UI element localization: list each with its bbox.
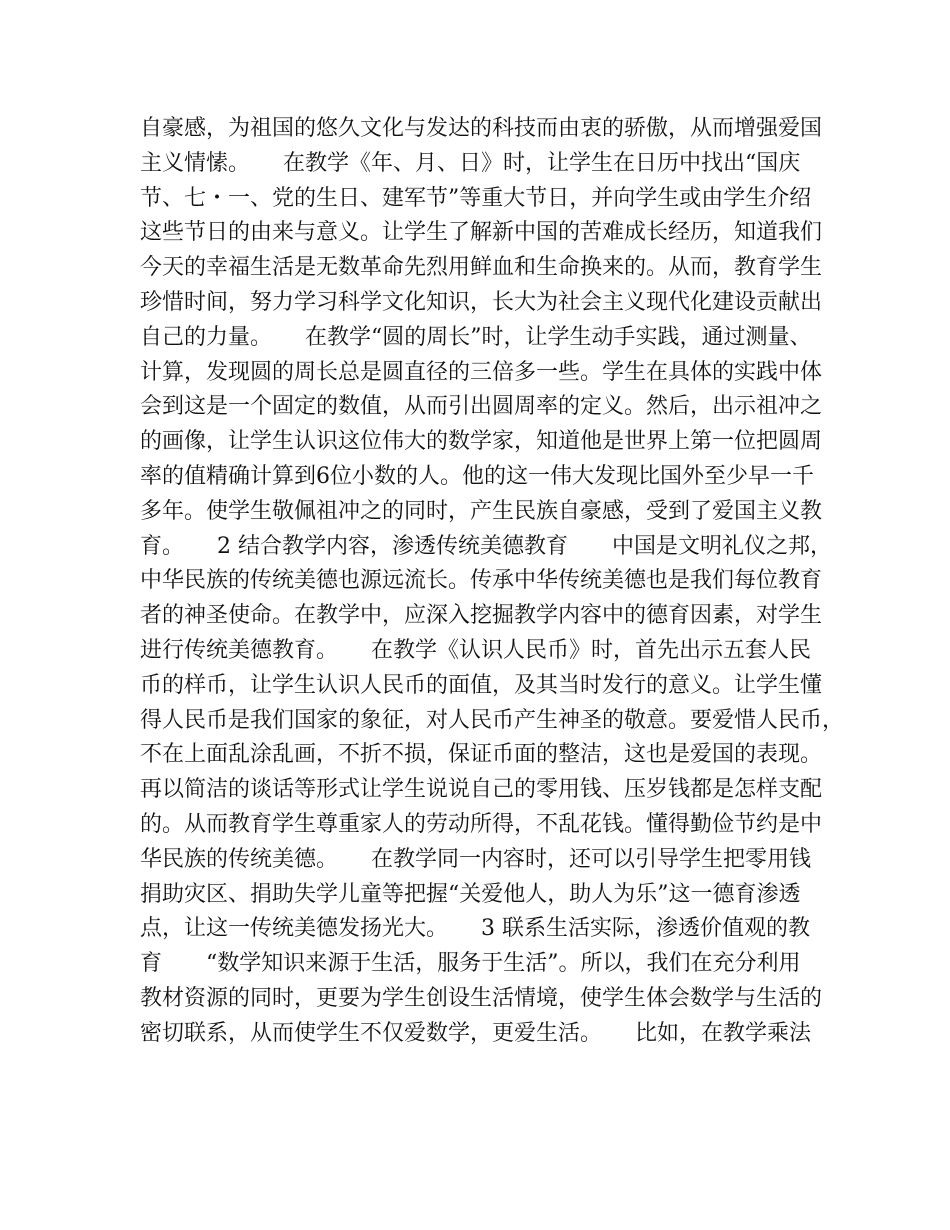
text-line-15: 者的神圣使命。在教学中，应深入挖掘教学内容中的德育因素，对学生 xyxy=(140,603,823,629)
text-line-22: 华民族的传统美德。 在教学同一内容时，还可以引导学生把零用钱 xyxy=(140,846,812,872)
text-line-3: 节、七・一、党的生日、建军节”等重大节日，并向学生或由学生介绍 xyxy=(140,185,812,211)
text-line-17: 币的样币，让学生认识人民币的面值，及其当时发行的意义。让学生懂 xyxy=(140,672,823,698)
text-line-16: 进行传统美德教育。 在教学《认识人民币》时，首先出示五套人民 xyxy=(140,637,812,663)
text-line-10: 的画像，让学生认识这位伟大的数学家，知道他是世界上第一位把圆周 xyxy=(140,429,823,455)
text-line-24: 点，让这一传统美德发扬光大。 3 联系生活实际，渗透价值观的教 xyxy=(140,916,810,942)
text-line-13: 育。 2 结合教学内容，渗透传统美德教育 中国是文明礼仪之邦， xyxy=(140,533,832,559)
text-line-19: 不在上面乱涂乱画，不折不损，保证币面的整洁，这也是爱国的表现。 xyxy=(140,742,823,768)
body-text xyxy=(140,112,845,1052)
text-line-23: 捐助灾区、捐助失学儿童等把握“关爱他人，助人为乐”这一德育渗透 xyxy=(140,881,801,907)
text-line-25: 育 “数学知识来源于生活，服务于生活”。所以，我们在充分利用 xyxy=(140,951,801,977)
text-line-9: 会到这是一个固定的数值，从而引出圆周率的定义。然后，出示祖冲之 xyxy=(140,394,823,420)
text-line-1: 自豪感，为祖国的悠久文化与发达的科技而由衷的骄傲，从而增强爱国 xyxy=(140,116,823,141)
text-line-4: 这些节日的由来与意义。让学生了解新中国的苦难成长经历，知道我们 xyxy=(140,220,823,246)
text-line-2: 主义情愫。 在教学《年、月、日》时，让学生在日历中找出“国庆 xyxy=(140,150,801,176)
text-line-7: 自己的力量。 在教学“圆的周长”时，让学生动手实践，通过测量、 xyxy=(140,324,812,350)
text-line-8: 计算，发现圆的周长总是圆直径的三倍多一些。学生在具体的实践中体 xyxy=(140,359,823,385)
text-line-11: 率的值精确计算到6位小数的人。他的这一伟大发现比国外至少早一千 xyxy=(140,463,814,489)
text-line-26: 教材资源的同时，更要为学生创设生活情境，使学生体会数学与生活的 xyxy=(140,985,823,1011)
text-line-14: 中华民族的传统美德也源远流长。传承中华传统美德也是我们每位教育 xyxy=(140,568,823,594)
text-line-18: 得人民币是我们国家的象征，对人民币产生神圣的敬意。要爱惜人民币， xyxy=(140,707,845,733)
text-line-6: 珍惜时间，努力学习科学文化知识，长大为社会主义现代化建设贡献出 xyxy=(140,289,823,315)
text-line-21: 的。从而教育学生尊重家人的劳动所得，不乱花钱。懂得勤俭节约是中 xyxy=(140,811,823,837)
text-line-27: 密切联系，从而使学生不仅爱数学，更爱生活。 比如，在教学乘法 xyxy=(140,1020,812,1046)
text-line-12: 多年。使学生敬佩祖冲之的同时，产生民族自豪感，受到了爱国主义教 xyxy=(140,498,823,524)
text-line-20: 再以简洁的谈话等形式让学生说说自己的零用钱、压岁钱都是怎样支配 xyxy=(140,777,823,803)
text-line-5: 今天的幸福生活是无数革命先烈用鲜血和生命换来的。从而，教育学生 xyxy=(140,255,823,281)
